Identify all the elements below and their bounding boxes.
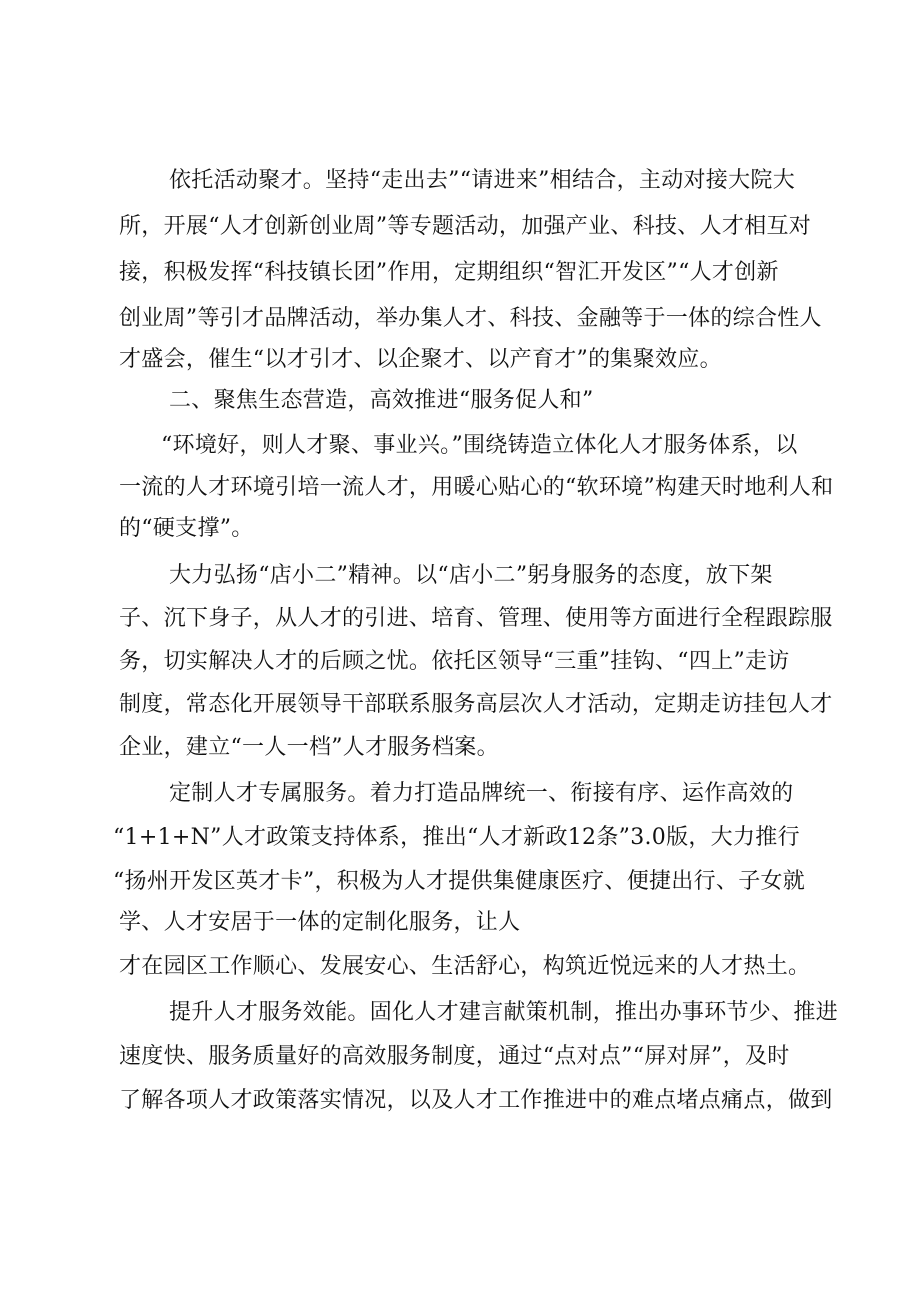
text-line: “环境好，则人才聚、事业兴。”围绕铸造立体化人才服务体系，以 [161,433,798,458]
text-line: 所，开展“人才创新创业周”等专题活动，加强产业、科技、人才相互对 [119,214,812,239]
text-line: 学、人才安居于一体的定制化服务，让人 [119,910,521,935]
text-line: 务，切实解决人才的后顾之忧。依托区领导“三重”挂钩、“四上”走访 [119,649,790,674]
text-line: 速度快、服务质量好的高效服务制度，通过“点对点”“屏对屏”，及时 [119,1044,790,1069]
text-line: 才盛会，催生“以才引才、以企聚才、以产育才”的集聚效应。 [119,347,722,372]
text-line: 提升人才服务效能。固化人才建言献策机制，推出办事环节少、推进 [169,1000,839,1025]
text-line: 制度，常态化开展领导干部联系服务高层次人才活动，定期走访挂包人才 [119,692,833,717]
text-line: 接，积极发挥“科技镇长团”作用，定期组织“智汇开发区”“人才创新 [119,260,779,285]
text-line: 才在园区工作顺心、发展安心、生活舒心，构筑近悦远来的人才热土。 [119,954,811,979]
text-line: 创业周”等引才品牌活动，举办集人才、科技、金融等于一体的综合性人 [119,306,822,331]
text-line: 了解各项人才政策落实情况，以及人才工作推进中的难点堵点痛点，做到 [119,1088,833,1113]
text-line: 大力弘扬“店小二”精神。以“店小二”躬身服务的态度，放下架 [169,563,773,588]
text-line: 企业，建立“一人一档”人才服务档案。 [119,735,499,760]
text-line: 定制人才专属服务。着力打造品牌统一、衔接有序、运作高效的 [169,781,794,806]
text-line: “扬州开发区英才卡”，积极为人才提供集健康医疗、便捷出行、子女就 [113,869,806,894]
section-heading: 二、聚焦生态营造，高效推进“服务促人和” [169,388,594,413]
text-line: 的“硬支撑”。 [119,516,254,541]
text-line: 依托活动聚才。坚持“走出去”“请进来”相结合，主动对接大院大 [169,168,795,193]
text-line: 一流的人才环境引培一流人才，用暖心贴心的“软环境”构建天时地利人和 [119,475,834,500]
text-line: 子、沉下身子，从人才的引进、培育、管理、使用等方面进行全程跟踪服 [119,606,833,631]
text-line: “1+1+N”人才政策支持体系，推出“人才新政12条”3.0版，大力推行 [113,825,800,850]
